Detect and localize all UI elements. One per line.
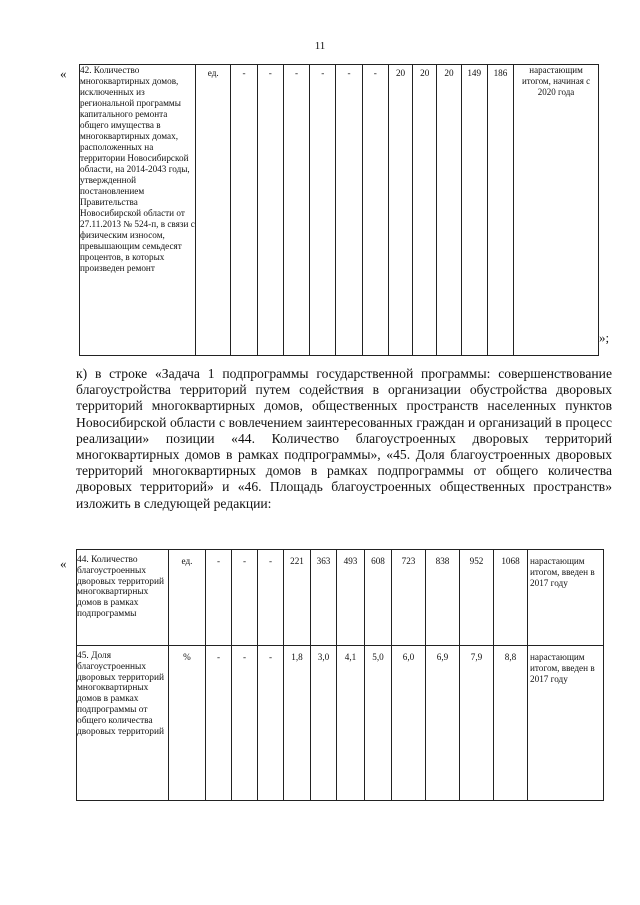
value-cell: - [231, 65, 257, 356]
value-cell: - [206, 646, 232, 801]
value-cell: 1,8 [284, 646, 311, 801]
value-cell: 20 [388, 65, 412, 356]
value-cell: - [257, 65, 283, 356]
value-cell: 723 [392, 550, 426, 646]
indicator-table-42 [79, 64, 599, 356]
value-cell: - [232, 550, 258, 646]
note-cell: нарастающим итогом, введен в 2017 году [528, 646, 604, 801]
value-cell: 363 [311, 550, 337, 646]
unit-cell: % [169, 646, 206, 801]
value-cell: - [232, 646, 258, 801]
value-cell: - [310, 65, 336, 356]
value-cell: 5,0 [365, 646, 392, 801]
value-cell: 7,9 [460, 646, 494, 801]
value-cell: 186 [487, 65, 513, 356]
indicator-name: 45. Доля благоустроенных дворовых территорий многоквартирных домов в рамках подпрограммы от общего количества дворовых территорий [77, 646, 169, 801]
closing-quote-mark: »; [599, 330, 610, 345]
value-cell: 1068 [494, 550, 528, 646]
page-number: 11 [314, 40, 326, 52]
value-cell: 149 [461, 65, 487, 356]
value-cell: 952 [460, 550, 494, 646]
note-cell: нарастающим итогом, введен в 2017 году [528, 550, 604, 646]
opening-quote-mark: « [60, 66, 67, 81]
value-cell: - [258, 550, 284, 646]
indicator-name: 42. Количество многоквартирных домов, исключенных из региональной программы капитального ремонта общего имущества в многоквартирных домах, расположенных на территории Новосибирской области, на 2014-2043 годы, утвержденной постановлением Правительства Новосибирской области от 27.11.2013 № 524-п, в связи с физическим износом, превышающим семьдесят процентов, в которых произведен ремонт [80, 65, 196, 356]
value-cell: 8,8 [494, 646, 528, 801]
value-cell: 3,0 [311, 646, 337, 801]
amendment-paragraph: к) в строке «Задача 1 подпрограммы государственной программы: совершенствование благоустройства территорий путем содействия в организации обустройства дворовых территорий многоквартирных домов, общественных пространств населенных пунктов Новосибирской области с вовлечением заинтересованных граждан и организаций в процесс реализации» позиции «44. Количество благоустроенных дворовых территорий многоквартирных домов в рамках подпрограммы», «45. Доля благоустроенных дворовых территорий многоквартирных домов в рамках подпрограммы от общего количества дворовых территорий» и «46. Площадь благоустроенных общественных пространств» изложить в следующей редакции: [76, 366, 612, 511]
unit-cell: ед. [196, 65, 231, 356]
value-cell: 6,0 [392, 646, 426, 801]
value-cell: - [258, 646, 284, 801]
value-cell: 838 [426, 550, 460, 646]
indicator-table-44-45 [76, 549, 604, 801]
table-row [80, 65, 599, 356]
table-row [77, 646, 604, 801]
indicator-name: 44. Количество благоустроенных дворовых территорий многоквартирных домов в рамках подпрограммы [77, 550, 169, 646]
value-cell: 20 [413, 65, 437, 356]
value-cell: - [283, 65, 309, 356]
table-row [77, 550, 604, 646]
note-cell: нарастающим итогом, начиная с 2020 года [514, 65, 599, 356]
value-cell: - [336, 65, 362, 356]
unit-cell: ед. [169, 550, 206, 646]
value-cell: 4,1 [337, 646, 365, 801]
value-cell: 221 [284, 550, 311, 646]
value-cell: - [362, 65, 388, 356]
value-cell: 20 [437, 65, 461, 356]
opening-quote-mark: « [60, 556, 67, 571]
value-cell: 608 [365, 550, 392, 646]
value-cell: 6,9 [426, 646, 460, 801]
value-cell: 493 [337, 550, 365, 646]
value-cell: - [206, 550, 232, 646]
